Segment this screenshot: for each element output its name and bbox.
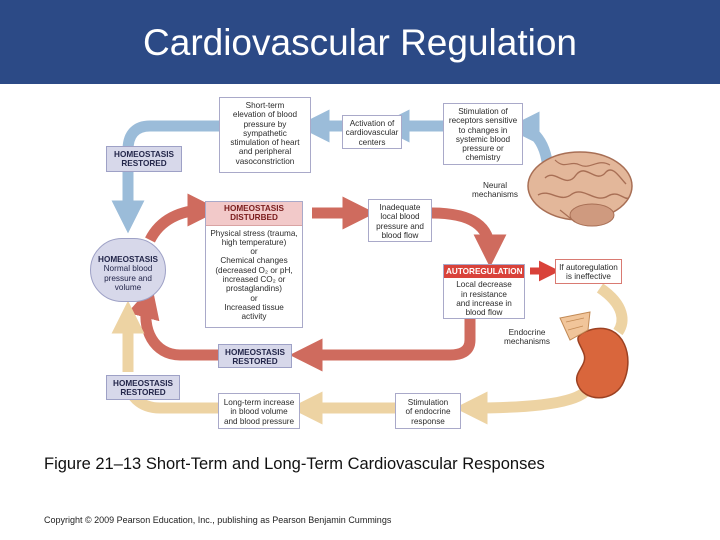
- homeostasis-disturbed-header: HOMEOSTASIS DISTURBED: [206, 202, 302, 226]
- slide-title: Cardiovascular Regulation: [143, 22, 577, 63]
- long-term-increase-box: Long-term increase in blood volume and blood pressure: [218, 393, 300, 429]
- stimulation-endocrine-box: Stimulation of endocrine response: [395, 393, 461, 429]
- short-term-elevation-box: Short-term elevation of blood pressure by sympathetic stimulation of heart and peripheral vasoconstriction: [219, 97, 311, 173]
- homeostasis-restored-middle: HOMEOSTASIS RESTORED: [218, 344, 292, 368]
- homeostasis-center-box: [90, 238, 166, 302]
- disturbance-arrow-homeostasis-to-disturbed: [150, 210, 205, 240]
- figure-caption: Figure 21–13 Short-Term and Long-Term Cardiovascular Responses: [44, 455, 545, 473]
- endocrine-mechanisms-label: Endocrine mechanisms: [504, 328, 550, 347]
- if-autoregulation-box: If autoregulation is ineffective: [555, 259, 622, 284]
- brain-illustration: [528, 152, 632, 226]
- activation-centers-box: Activation of cardiovascular centers: [342, 115, 402, 149]
- homeostasis-disturbed-box: [205, 201, 303, 328]
- autoregulation-header: AUTOREGULATION: [444, 265, 524, 278]
- copyright-notice: Copyright © 2009 Pearson Education, Inc., publishing as Pearson Benjamin Cummings: [44, 515, 392, 525]
- homeostasis-restored-top: HOMEOSTASIS RESTORED: [106, 146, 182, 172]
- disturbance-causes: Physical stress (trauma, high temperature) or Chemical changes (decreased O₂ or pH, increased CO₂ or prostaglandins) or Increased tissue activity: [210, 228, 298, 322]
- autoregulation-box: [443, 264, 525, 319]
- stimulation-receptors-box: Stimulation of receptors sensitive to changes in systemic blood pressure or chemistry: [443, 103, 523, 165]
- homeostasis-center-title: HOMEOSTASIS: [98, 255, 158, 264]
- neural-mechanisms-label: Neural mechanisms: [472, 181, 518, 200]
- homeostasis-restored-bottom: HOMEOSTASIS RESTORED: [106, 375, 180, 400]
- disturbance-arrow-autoregulation-to-restored: [305, 318, 470, 355]
- inadequate-flow-box: Inadequate local blood pressure and blood flow: [368, 199, 432, 242]
- autoregulation-body: Local decrease in resistance and increase in blood flow: [456, 280, 512, 318]
- homeostasis-center-body: Normal blood pressure and volume: [103, 264, 153, 292]
- endocrine-arrow-kidney-to-stimulation: [470, 392, 585, 408]
- disturbance-arrow-inadequate-to-autoregulation: [432, 213, 490, 252]
- endocrine-arrow-ineffective-to-kidney: [600, 288, 622, 332]
